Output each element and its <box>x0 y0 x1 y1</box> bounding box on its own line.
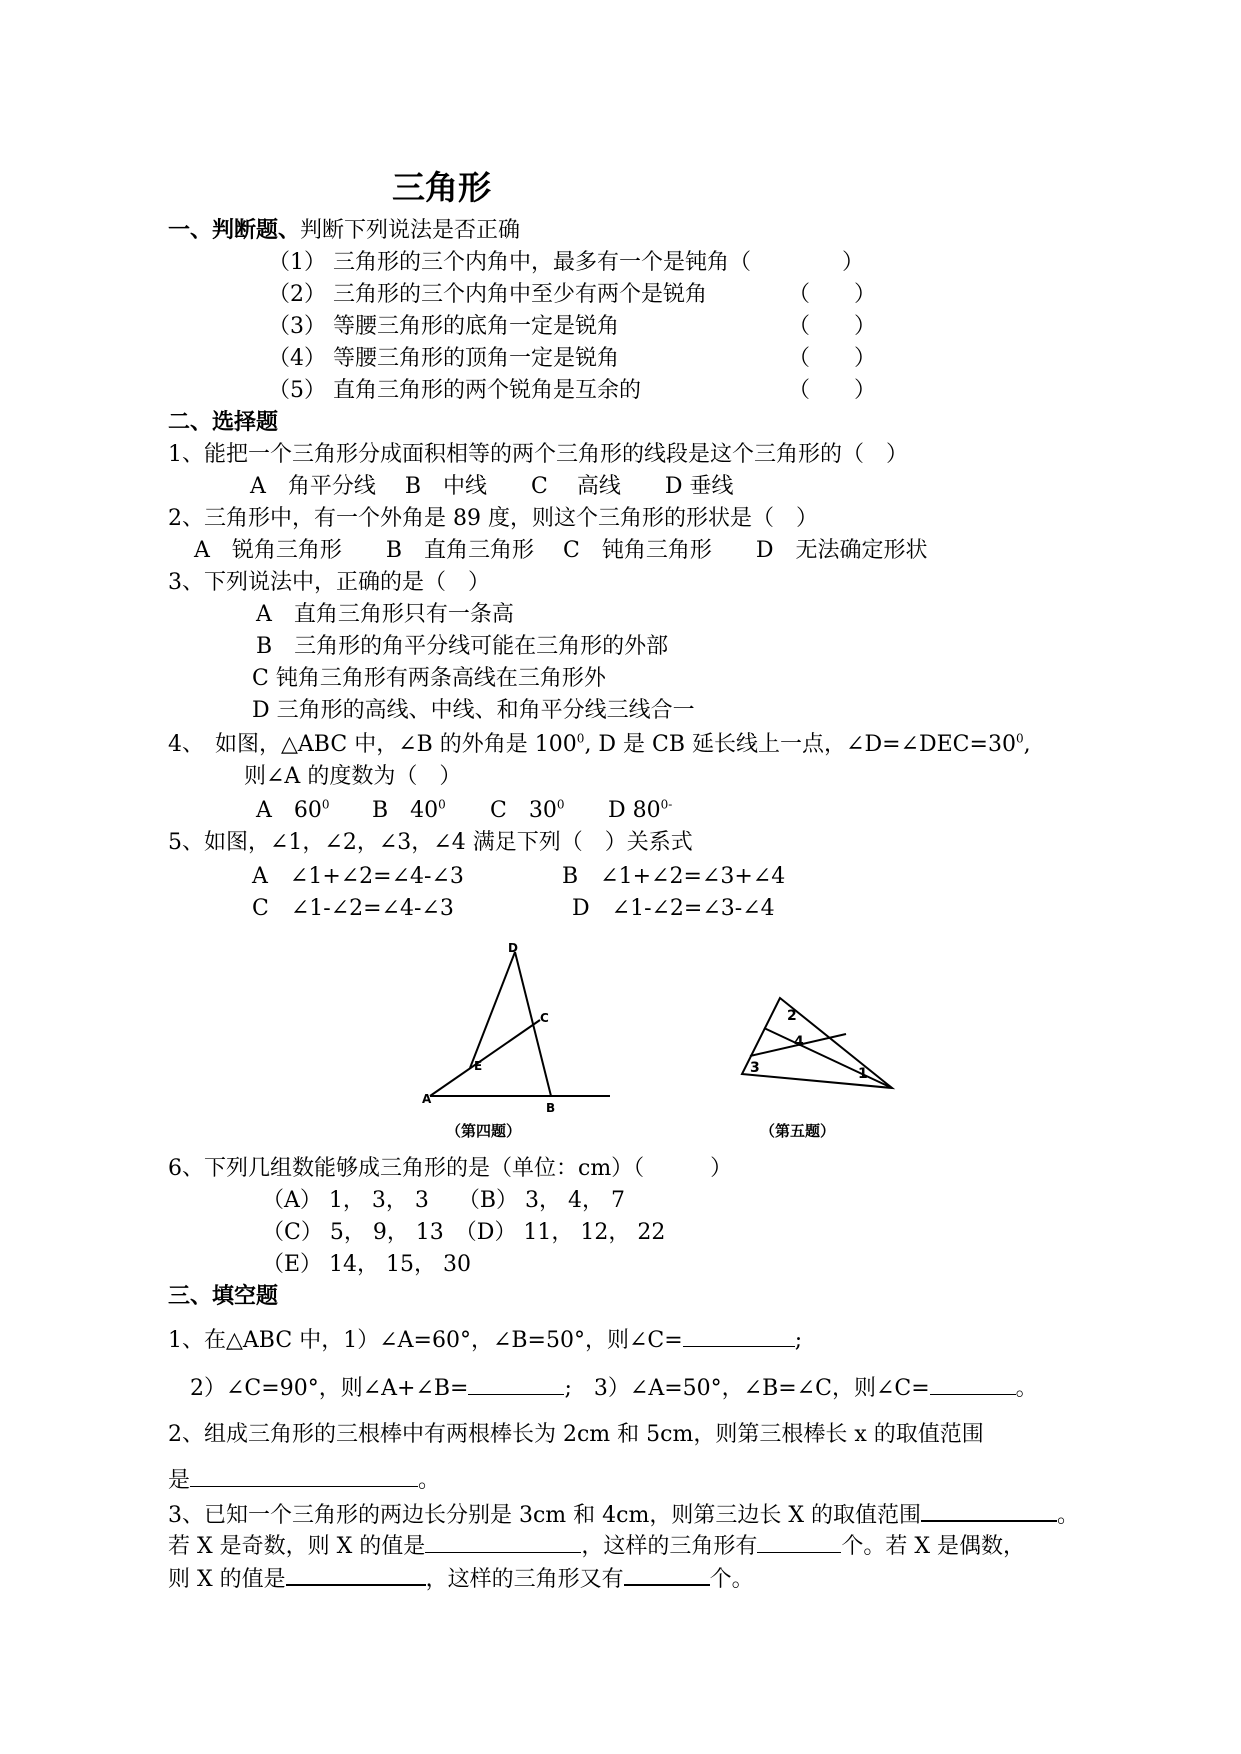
figure-4-caption: （第四题） <box>446 1122 522 1140</box>
fill-q3-text: 则 X 的值是 <box>168 1567 286 1592</box>
figure-5-diagram <box>730 990 900 1100</box>
fill-q2-line2 <box>168 1466 440 1496</box>
fill-q3-text: 个。若 X 是偶数， <box>841 1534 1025 1559</box>
label-b: B <box>546 1101 556 1115</box>
fill-q3-line1 <box>168 1500 1079 1531</box>
choice-q5-option-b: B ∠1+∠2=∠3+∠4 <box>562 864 786 889</box>
fill-blank[interactable] <box>921 1500 1057 1522</box>
judge-item-text: 等腰三角形的顶角一定是锐角 <box>333 346 620 371</box>
degree-mark: 0 <box>556 797 565 812</box>
degree-mark: 0 <box>321 797 330 812</box>
judge-item-num: （1） <box>268 250 326 275</box>
angle-label-3: 3 <box>750 1060 760 1076</box>
judge-item-paren: ） <box>842 250 865 275</box>
choice-q3-option-d: D 三角形的高线、中线、和角平分线三线合一 <box>252 698 695 723</box>
q4-option-c: C 30 <box>490 798 557 823</box>
judge-item-num: （4） <box>268 346 326 371</box>
section-2-heading: 二、选择题 <box>168 410 279 435</box>
choice-q5-option-c: C ∠1-∠2=∠4-∠3 <box>252 896 454 921</box>
label-d: D <box>508 941 518 955</box>
choice-q2-options: A 锐角三角形 B 直角三角形 C 钝角三角形 D 无法确定形状 <box>194 538 928 563</box>
q4-stem-part: 4、 如图，△ABC 中，∠B 的外角是 100 <box>168 732 577 757</box>
judge-item-text: 等腰三角形的底角一定是锐角 <box>333 314 620 339</box>
fill-q3-end: 。 <box>1057 1503 1080 1528</box>
judge-item-paren: （ ） <box>788 282 877 307</box>
figure-5-caption: （第五题） <box>760 1122 836 1140</box>
fill-blank[interactable] <box>757 1532 841 1553</box>
q4-option-d: D 80 <box>608 798 661 823</box>
judge-item-paren: （ ） <box>788 346 877 371</box>
choice-q3-option-c: C 钝角三角形有两条高线在三角形外 <box>252 666 606 691</box>
fill-blank[interactable] <box>190 1466 418 1487</box>
judge-item-text: 三角形的三个内角中至少有两个是锐角 <box>333 282 708 307</box>
judge-item-5 <box>268 376 877 406</box>
judge-item-1 <box>268 248 865 278</box>
choice-q6-row-2: （C） 5， 9， 13 （D） 11， 12， 22 <box>262 1220 666 1245</box>
judge-item-num: （5） <box>268 378 326 403</box>
fill-blank[interactable] <box>683 1326 795 1347</box>
label-e: E <box>474 1059 483 1073</box>
section-3-heading: 三、填空题 <box>168 1284 279 1309</box>
fill-q2-end: 。 <box>418 1468 441 1493</box>
choice-q5-option-a: A ∠1+∠2=∠4-∠3 <box>252 864 464 889</box>
choice-q3-option-a: A 直角三角形只有一条高 <box>256 602 514 627</box>
q4-option-a: A 60 <box>256 798 322 823</box>
judge-item-4 <box>268 344 877 374</box>
fill-q1-text: ; 3）∠A=50°，∠B=∠C，则∠C= <box>564 1376 930 1401</box>
fill-q3-line3 <box>168 1564 754 1595</box>
choice-q6-stem: 6、下列几组数能够成三角形的是（单位：cm）（ ） <box>168 1156 733 1181</box>
figure-4-diagram <box>420 940 620 1120</box>
choice-q6-row-1: （A） 1， 3， 3 （B） 3， 4， 7 <box>262 1188 625 1213</box>
choice-q4-stem <box>168 730 1031 760</box>
fill-q1-end: ; <box>794 1328 803 1353</box>
fill-blank[interactable] <box>468 1374 564 1395</box>
page-title: 三角形 <box>392 168 491 207</box>
angle-label-1: 1 <box>858 1066 868 1082</box>
fill-blank[interactable] <box>286 1564 426 1586</box>
fill-q3-line2 <box>168 1532 1025 1562</box>
fill-q1-text: 1、在△ABC 中，1）∠A=60°，∠B=50°，则∠C= <box>168 1328 683 1353</box>
fill-q3-text: 个。 <box>709 1567 754 1592</box>
label-a: A <box>422 1092 432 1106</box>
degree-mark: 0 <box>438 797 446 812</box>
fill-q1-line1 <box>168 1326 802 1356</box>
fill-q3-text: 若 X 是奇数，则 X 的值是 <box>168 1534 426 1559</box>
fill-q3-text: ，这样的三角形又有 <box>425 1567 624 1592</box>
section-1-intro: 判断下列说法是否正确 <box>300 218 521 243</box>
judge-item-3 <box>268 312 877 342</box>
fill-blank[interactable] <box>624 1564 710 1586</box>
label-c: C <box>540 1011 549 1025</box>
section-1-heading: 一、判断题、 <box>168 218 301 243</box>
q4-stem-part: , D 是 CB 延长线上一点，∠D=∠DEC=30 <box>584 732 1016 757</box>
fill-q1-line2 <box>190 1374 1038 1404</box>
fill-q2-text: 是 <box>168 1468 191 1493</box>
q4-tail-mark: - <box>668 797 673 812</box>
choice-q1-options: A 角平分线 B 中线 C 高线 D 垂线 <box>250 474 734 499</box>
section-1-heading-line <box>168 216 520 246</box>
choice-q2-stem: 2、三角形中，有一个外角是 89 度，则这个三角形的形状是（ ） <box>168 506 818 531</box>
q4-stem-part: , <box>1023 732 1031 757</box>
judge-item-num: （2） <box>268 282 326 307</box>
fill-q1-end: 。 <box>1015 1376 1038 1401</box>
angle-label-4: 4 <box>794 1034 804 1050</box>
fill-blank[interactable] <box>930 1374 1016 1395</box>
judge-item-2 <box>268 280 877 310</box>
degree-mark: 0 <box>660 797 669 812</box>
judge-item-text: 直角三角形的两个锐角是互余的 <box>333 378 642 403</box>
judge-item-paren: （ ） <box>788 378 877 403</box>
choice-q1-stem: 1、能把一个三角形分成面积相等的两个三角形的线段是这个三角形的（ ） <box>168 442 908 467</box>
choice-q6-row-3: （E） 14， 15， 30 <box>262 1252 472 1277</box>
choice-q5-option-d: D ∠1-∠2=∠3-∠4 <box>572 896 775 921</box>
choice-q4-options <box>256 796 673 826</box>
angle-label-2: 2 <box>787 1008 797 1024</box>
q4-superscript: 0 <box>1015 731 1024 746</box>
choice-q4-line2: 则∠A 的度数为（ ） <box>244 764 462 789</box>
fill-q2-line1: 2、组成三角形的三根棒中有两根棒长为 2cm 和 5cm，则第三根棒长 x 的取值范围 <box>168 1422 984 1447</box>
choice-q3-stem: 3、下列说法中，正确的是（ ） <box>168 570 490 595</box>
choice-q3-option-b: B 三角形的角平分线可能在三角形的外部 <box>256 634 669 659</box>
line-de <box>470 952 515 1068</box>
judge-item-text: 三角形的三个内角中，最多有一个是钝角（ <box>333 250 752 275</box>
q4-superscript: 0 <box>576 731 585 746</box>
fill-q1-text: 2）∠C=90°，则∠A+∠B= <box>190 1376 469 1401</box>
fill-q3-text: 3、已知一个三角形的两边长分别是 3cm 和 4cm，则第三边长 X 的取值范围 <box>168 1503 921 1528</box>
outer-triangle <box>742 998 892 1088</box>
fill-blank[interactable] <box>425 1532 581 1553</box>
choice-q5-stem: 5、如图，∠1，∠2，∠3，∠4 满足下列（ ）关系式 <box>168 830 693 855</box>
q4-option-b: B 40 <box>372 798 439 823</box>
judge-item-paren: （ ） <box>788 314 877 339</box>
fill-q3-text: ，这样的三角形有 <box>581 1534 758 1559</box>
judge-item-num: （3） <box>268 314 326 339</box>
